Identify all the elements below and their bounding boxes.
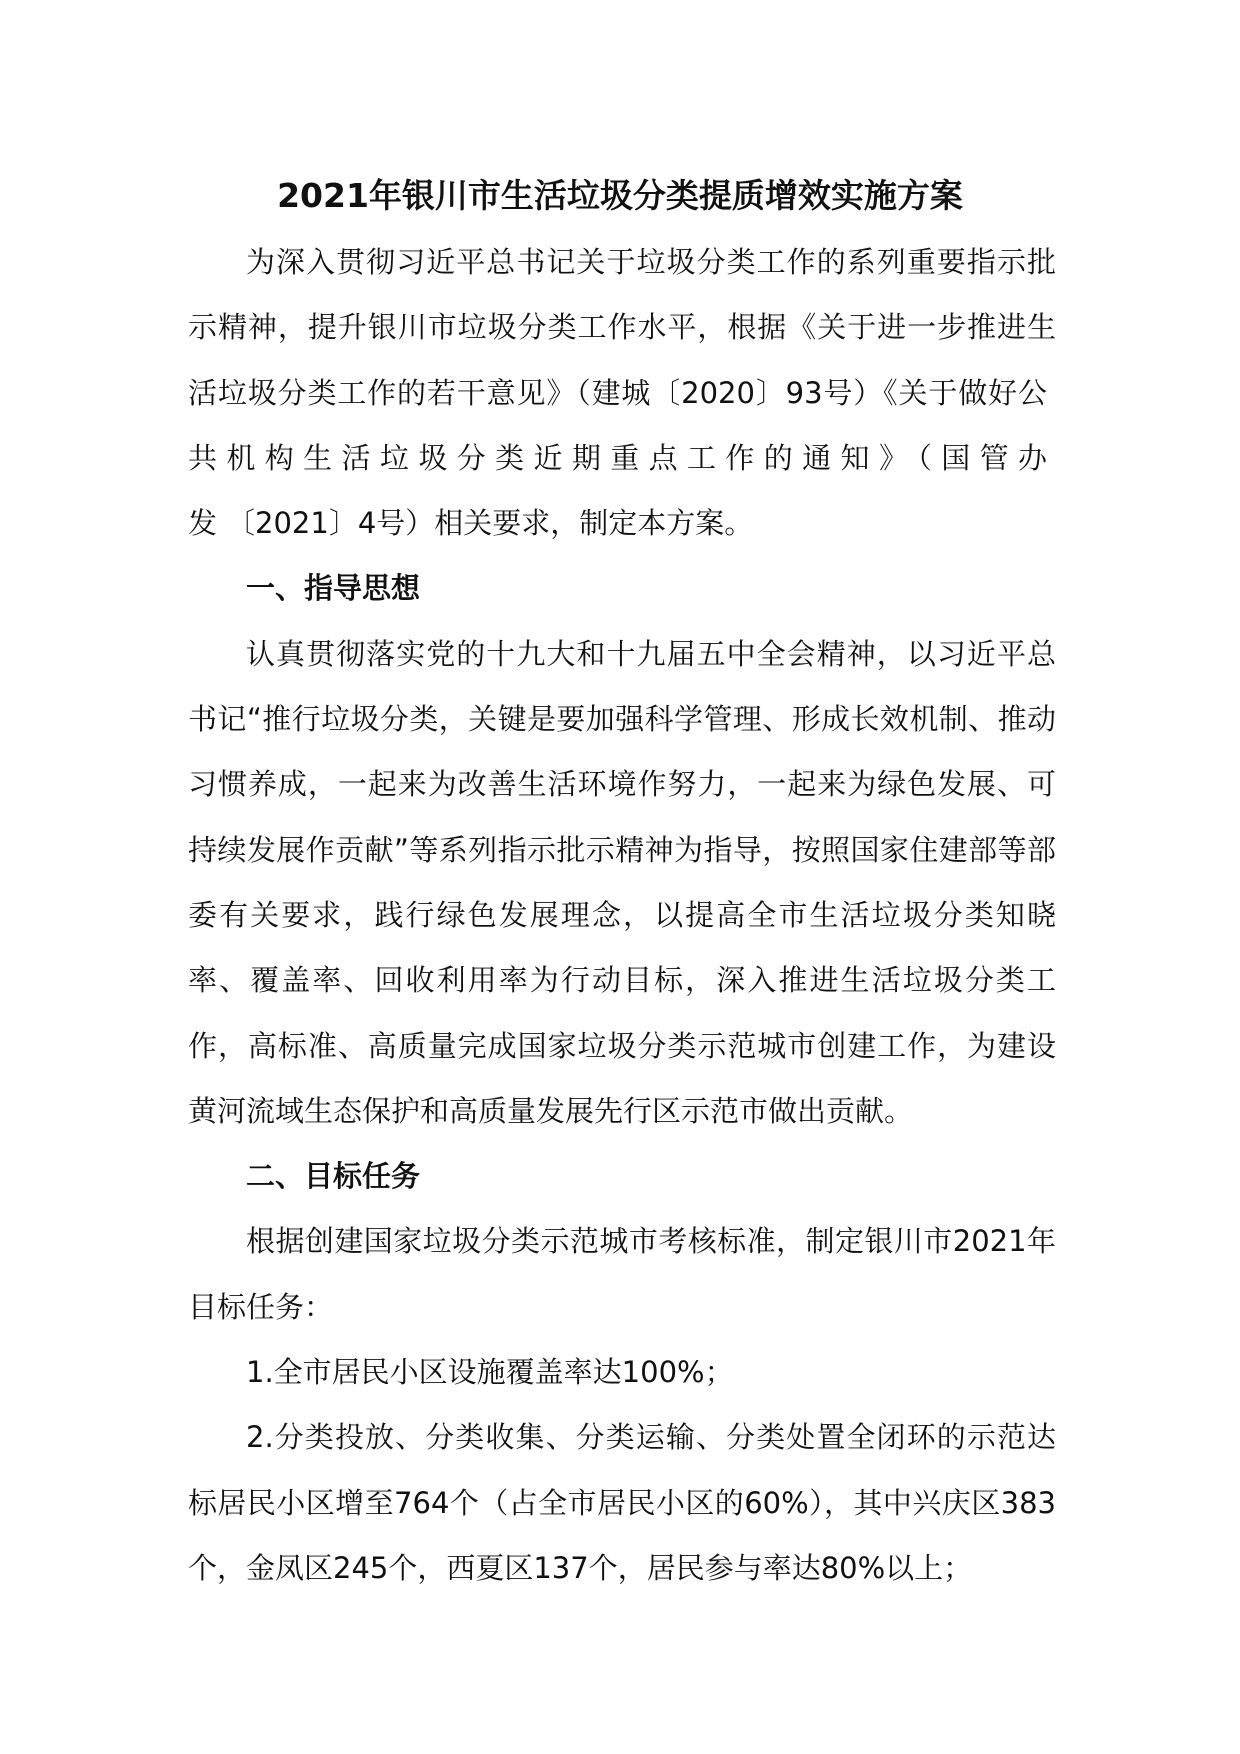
goals-tasks-paragraph: 根据创建国家垃圾分类示范城市考核标准，制定银川市2021年目标任务： [188, 1224, 1056, 1324]
goal-item-2: 2.分类投放、分类收集、分类运输、分类处置全闭环的示范达标居民小区增至764个（占全市居民小区的60%），其中兴庆区383个，金凤区245个，西夏区137个，居民参与率达80%以上； [188, 1420, 1056, 1585]
goal-item-1: 1.全市居民小区设施覆盖率达100%； [246, 1355, 734, 1390]
section-heading-goals-tasks: 二、目标任务 [246, 1159, 421, 1194]
intro-paragraph [188, 230, 1056, 556]
guiding-ideology-paragraph: 认真贯彻落实党的十九大和十九届五中全会精神，以习近平总书记“推行垃圾分类，关键是要加强科学管理、形成长效机制、推动习惯养成，一起来为改善生活环境作努力，一起来为绿色发展、可持续发展作贡献”等系列指示批示精神为指导，按照国家住建部等部委有关要求，践行绿色发展理念，以提高全市生活垃圾分类知晓率、覆盖率、回收利用率为行动目标，深入推进生活垃圾分类工作，高标准、高质量完成国家垃圾分类示范城市创建工作，为建设黄河流域生态保护和高质量发展先行区示范市做出贡献。 [188, 636, 1056, 1128]
document-title: 2021年银川市生活垃圾分类提质增效实施方案 [277, 176, 963, 215]
section-heading-guiding-ideology: 一、指导思想 [246, 571, 421, 606]
document-body [188, 230, 1056, 1601]
intro-text-part2: 公共机构生活垃圾分类近期重点工作的通知》（国管办发 [188, 375, 1056, 541]
intro-text-part3: 〔2021〕4号）相关要求，制定本方案。 [226, 506, 754, 541]
intro-text-part1: 为深入贯彻习近平总书记关于垃圾分类工作的系列重要指示批示精神，提升银川市垃圾分类工作水平，根据《关于进一步推进生活垃圾分类工作的若干意见》（建城〔2020〕93号）《关于做好 [188, 245, 1056, 410]
